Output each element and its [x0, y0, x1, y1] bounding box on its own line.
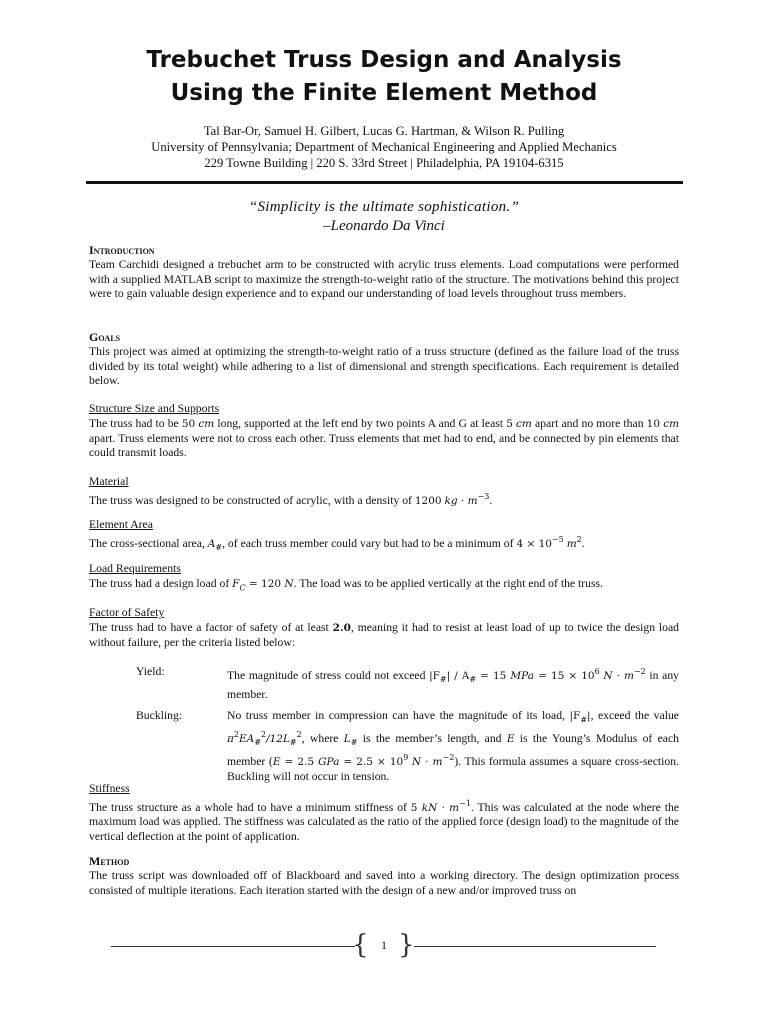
- element-area-section: [89, 518, 679, 556]
- introduction-heading: Introduction: [89, 243, 155, 257]
- method-heading: Method: [89, 854, 130, 868]
- buckling-text: No truss member in compression can have the magnitude of its load, $|F_{\#}|$, exceed the value $\pi^2EA_{\#}^2/12L_{\#}^2$, where $L_{\#}$ is the member’s length, and E is the Young’s Modulus of each member (E = 2.5 GPa = $2.5 \times 10^9$ $N \cdot m^{-2}$). This formula assumes a square cross-section. Buckling will not occur in tension.: [227, 709, 679, 783]
- yield-label: Yield:: [136, 665, 165, 678]
- stiffness-body: The truss structure as a whole had to have a minimum stiffness of 5 kN · $m^{-1}$. This was calculated at the node where the maximum load was applied. The stiffness was calculated as the ratio of the applied force (design load) to the magnitude of the vertical deflection at the point of application.: [89, 798, 679, 844]
- stiffness-section: [89, 782, 679, 845]
- material-body: The truss was designed to be constructed of acrylic, with a density of 1200 kg · $m^{-3}$.: [89, 491, 493, 507]
- footer-brace-left: {: [352, 930, 369, 960]
- page-number: 1: [381, 938, 387, 952]
- load-heading: Load Requirements: [89, 562, 181, 575]
- header-rule: [86, 181, 683, 184]
- address: 229 Towne Building | 220 S. 33rd Street | Philadelphia, PA 19104-6315: [204, 156, 564, 170]
- goals-body: This project was aimed at optimizing the strength-to-weight ratio of a truss structure (defined as the failure load of the truss divided by its total weight) while adhering to a list of dimensional and strength specifications. Each requirement is detailed below.: [89, 344, 679, 388]
- paper-title-line-2: Using the Finite Element Method: [170, 80, 598, 106]
- footer-rule-right: [414, 946, 656, 947]
- epigraph-quote: “Simplicity is the ultimate sophistication.”: [248, 199, 520, 215]
- yield-text: The magnitude of stress could not exceed $|F_{\#}| / A_{\#} = 15$ MPa = $15 \times 10^6$ $N \cdot m^{-2}$ in any member.: [227, 667, 680, 702]
- method-section: [89, 854, 679, 898]
- safety-body: The truss had to have a factor of safety of at least 2.0, meaning it had to resist at least load of up to twice the design load without failure, per the criteria listed below:: [89, 620, 679, 649]
- load-section: [89, 562, 679, 596]
- method-body: The truss script was downloaded off of Blackboard and saved into a working directory. The design optimization process consisted of multiple iterations. Each iteration started with the design of a new and/or improved truss on: [89, 868, 679, 897]
- footer-brace-right: }: [398, 930, 415, 960]
- material-heading: Material: [89, 475, 129, 488]
- epigraph-author: –Leonardo Da Vinci: [323, 218, 445, 234]
- affiliation: University of Pennsylvania; Department of Mechanical Engineering and Applied Mechanics: [151, 140, 617, 154]
- safety-heading: Factor of Safety: [89, 606, 165, 619]
- introduction-section: [89, 243, 679, 302]
- structure-heading: Structure Size and Supports: [89, 402, 220, 415]
- material-section: [89, 475, 679, 508]
- structure-section: [89, 402, 679, 461]
- stiffness-heading: Stiffness: [89, 782, 130, 795]
- element-area-body: The cross-sectional area, $A_{\#}$, of each truss member could vary but had to be a minimum of $4 \times 10^{-5}$ $m^2$.: [89, 534, 585, 553]
- structure-body: The truss had to be 50 cm long, supported at the left end by two points A and G at least 5 cm apart and no more than 10 cm apart. Truss elements were not to cross each other. Truss elements that met had to end, and be connected by pin elements that could transmit loads.: [89, 416, 680, 460]
- footer-rule-left: [111, 946, 355, 947]
- load-body: The truss had a design load of $F_C = 120$ N. The load was to be applied vertically at the right end of the truss.: [89, 576, 604, 593]
- introduction-body: Team Carchidi designed a trebuchet arm to be constructed with acrylic truss elements. Load computations were performed with a supplied MATLAB script to maximize the strength-to-weight ratio of the structure. The motivations behind this project were to gain valuable design experience and to expand our understanding of load levels throughout truss members.: [89, 257, 679, 301]
- element-area-heading: Element Area: [89, 518, 153, 531]
- buckling-label: Buckling:: [136, 709, 183, 722]
- goals-section: [89, 330, 679, 389]
- paper-title-line-1: Trebuchet Truss Design and Analysis: [146, 47, 622, 73]
- authors: Tal Bar-Or, Samuel H. Gilbert, Lucas G. Hartman, & Wilson R. Pulling: [203, 124, 565, 138]
- goals-heading: Goals: [89, 330, 121, 344]
- safety-section: [89, 606, 679, 650]
